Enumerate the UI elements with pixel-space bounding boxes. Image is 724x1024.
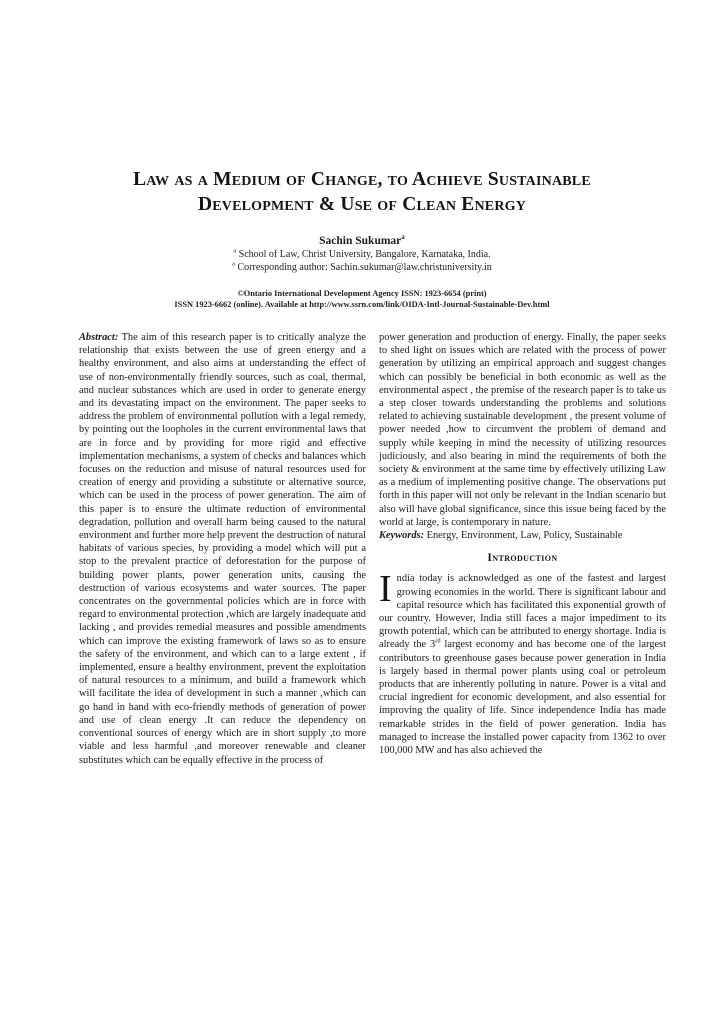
- affiliation-marker-2: a: [232, 260, 235, 268]
- paper-title-line1: Law as a Medium of Change, to Achieve Sustainable: [133, 169, 591, 190]
- abstract-label: Abstract:: [79, 332, 119, 343]
- affiliation-line-2: [0, 261, 724, 274]
- keywords-paragraph: [379, 529, 666, 542]
- abstract-text-col2: power generation and production of energy. Finally, the paper seeks to shed light on issues which are related with the process of power generation by utilizing an empirical approach and suggest changes which can possibly be beneficial in both economic as well as the environmental aspect , the premise of the research paper is to take us a step closer towards understanding the problems and solutions related to achieving sustainable development , the present volume of power needed ,how to circumvent the problem of demand and supply while keeping in mind the necessity of utilizing resources judiciously, and also bearing in mind the requirements of both the society & environment at the same time by effectively utilizing Law as a medium of implementing positive change. The observations put forth in this paper will not only be relevant in the Indian scenario but also will have global significance, since this issue being faced by the world at large, is contemporary in nature.: [379, 332, 666, 528]
- ordinal-superscript: rd: [435, 638, 441, 645]
- author-affiliation-marker: a: [401, 233, 405, 242]
- publisher-block: [0, 289, 724, 310]
- affiliation-text-1: School of Law, Christ University, Bangalore, Karnataka, India.: [238, 249, 491, 260]
- introduction-heading: Introduction: [487, 552, 558, 565]
- abstract-continuation-paragraph: [379, 331, 666, 529]
- column-left: [79, 331, 366, 767]
- keywords-text: Energy, Environment, Law, Policy, Sustainable: [426, 530, 623, 542]
- keywords-label: Keywords:: [379, 530, 425, 542]
- affiliation-marker-1: a: [233, 247, 237, 255]
- dropcap-letter: I: [379, 568, 392, 611]
- introduction-text-part1: ndia today is acknowledged as one of the fastest and largest growing economies in the world. There is significant labour and capital resource which has facilitated this exponential growth of our country. However, India still faces a major impediment to its growth potential, which can be attributed to energy shortage. India is already the 3: [379, 573, 666, 651]
- introduction-text-part2: largest economy and has become one of the largest contributors to greenhouse gases because power generation in India is largely based in thermal power plants using coal or petroleum products that are inherently polluting in nature. Power is a vital and crucial ingredient for economic development, and also essential for improving the quality of life. Since independence India has made remarkable strides in the field of power generation. India has managed to increase the installed power capacity from 1362 to over 100,000 MW and has also achieved the: [379, 639, 666, 757]
- paper-title: [50, 167, 674, 217]
- paper-title-line2: Development & Use of Clean Energy: [197, 194, 527, 215]
- column-right: [379, 331, 666, 767]
- affiliation-text-2: Corresponding author: Sachin.sukumar@law.christuniversity.in: [237, 262, 492, 273]
- author-name: Sachin Sukumar: [319, 235, 402, 247]
- abstract-paragraph: [79, 331, 366, 767]
- introduction-paragraph: [379, 568, 666, 757]
- publisher-line-2: ISSN 1923-6662 (online). Available at http://www.ssrn.com/link/OIDA-Intl-Journal-Sustainable-Dev.html: [174, 299, 550, 309]
- publisher-line-1: ©Ontario International Development Agency ISSN: 1923-6654 (print): [237, 289, 487, 298]
- affiliation-line-1: [0, 248, 724, 261]
- body-columns: [79, 331, 667, 767]
- author-line: [0, 234, 724, 248]
- abstract-text-col1: The aim of this research paper is to critically analyze the relationship that exists between the use of green energy and a healthy environment, and also aims at understanding the effect of use of non-environmentally friendly sources, such as coal, thermal, and nuclear substances which are used in order to generate energy and its devastating impact on the environment. The paper seeks to address the problem of environmental pollution with a legal remedy, by pointing out the loopholes in the current environmental laws that are in force and by providing for more rigid and effective implementation mechanisms, a system of checks and balances which focuses on the reduction and misuse of natural resources used for creation of energy and providing a substitute or alternative source, which can be used in the process of power generation. The aim of this paper is to ensure the ultimate reduction of environmental degradation, pollution and overall harm being caused to the natural environment and further more help prevent the destruction of natural habitats of various species, by providing a model which will put a stop to the prevalent practice of deforestation for the purpose of building power plants, power generation units, causing the destruction of various ecosystems and water sources. The paper concentrates on the governmental policies which are in force with regard to environmental protection ,which are largely inadequate and lacking , and provides remedial measures and possible amendments which can improve the existing framework of laws so as to ensure the safety of the environment, and which can to a large extent , if implemented, ensure a healthy environment, prevent the exploitation of natural resources to a minimum, and build a framework which will facilitate the idea of development in such a manner ,which can go hand in hand with eco-friendly methods of generation of power and use of clean energy .It can reduce the dependency on conventional sources of energy which are in short supply ,to more viable and less harmful ,and moreover renewable and cleaner substitutes which can be equally effective in the process of: [79, 332, 366, 766]
